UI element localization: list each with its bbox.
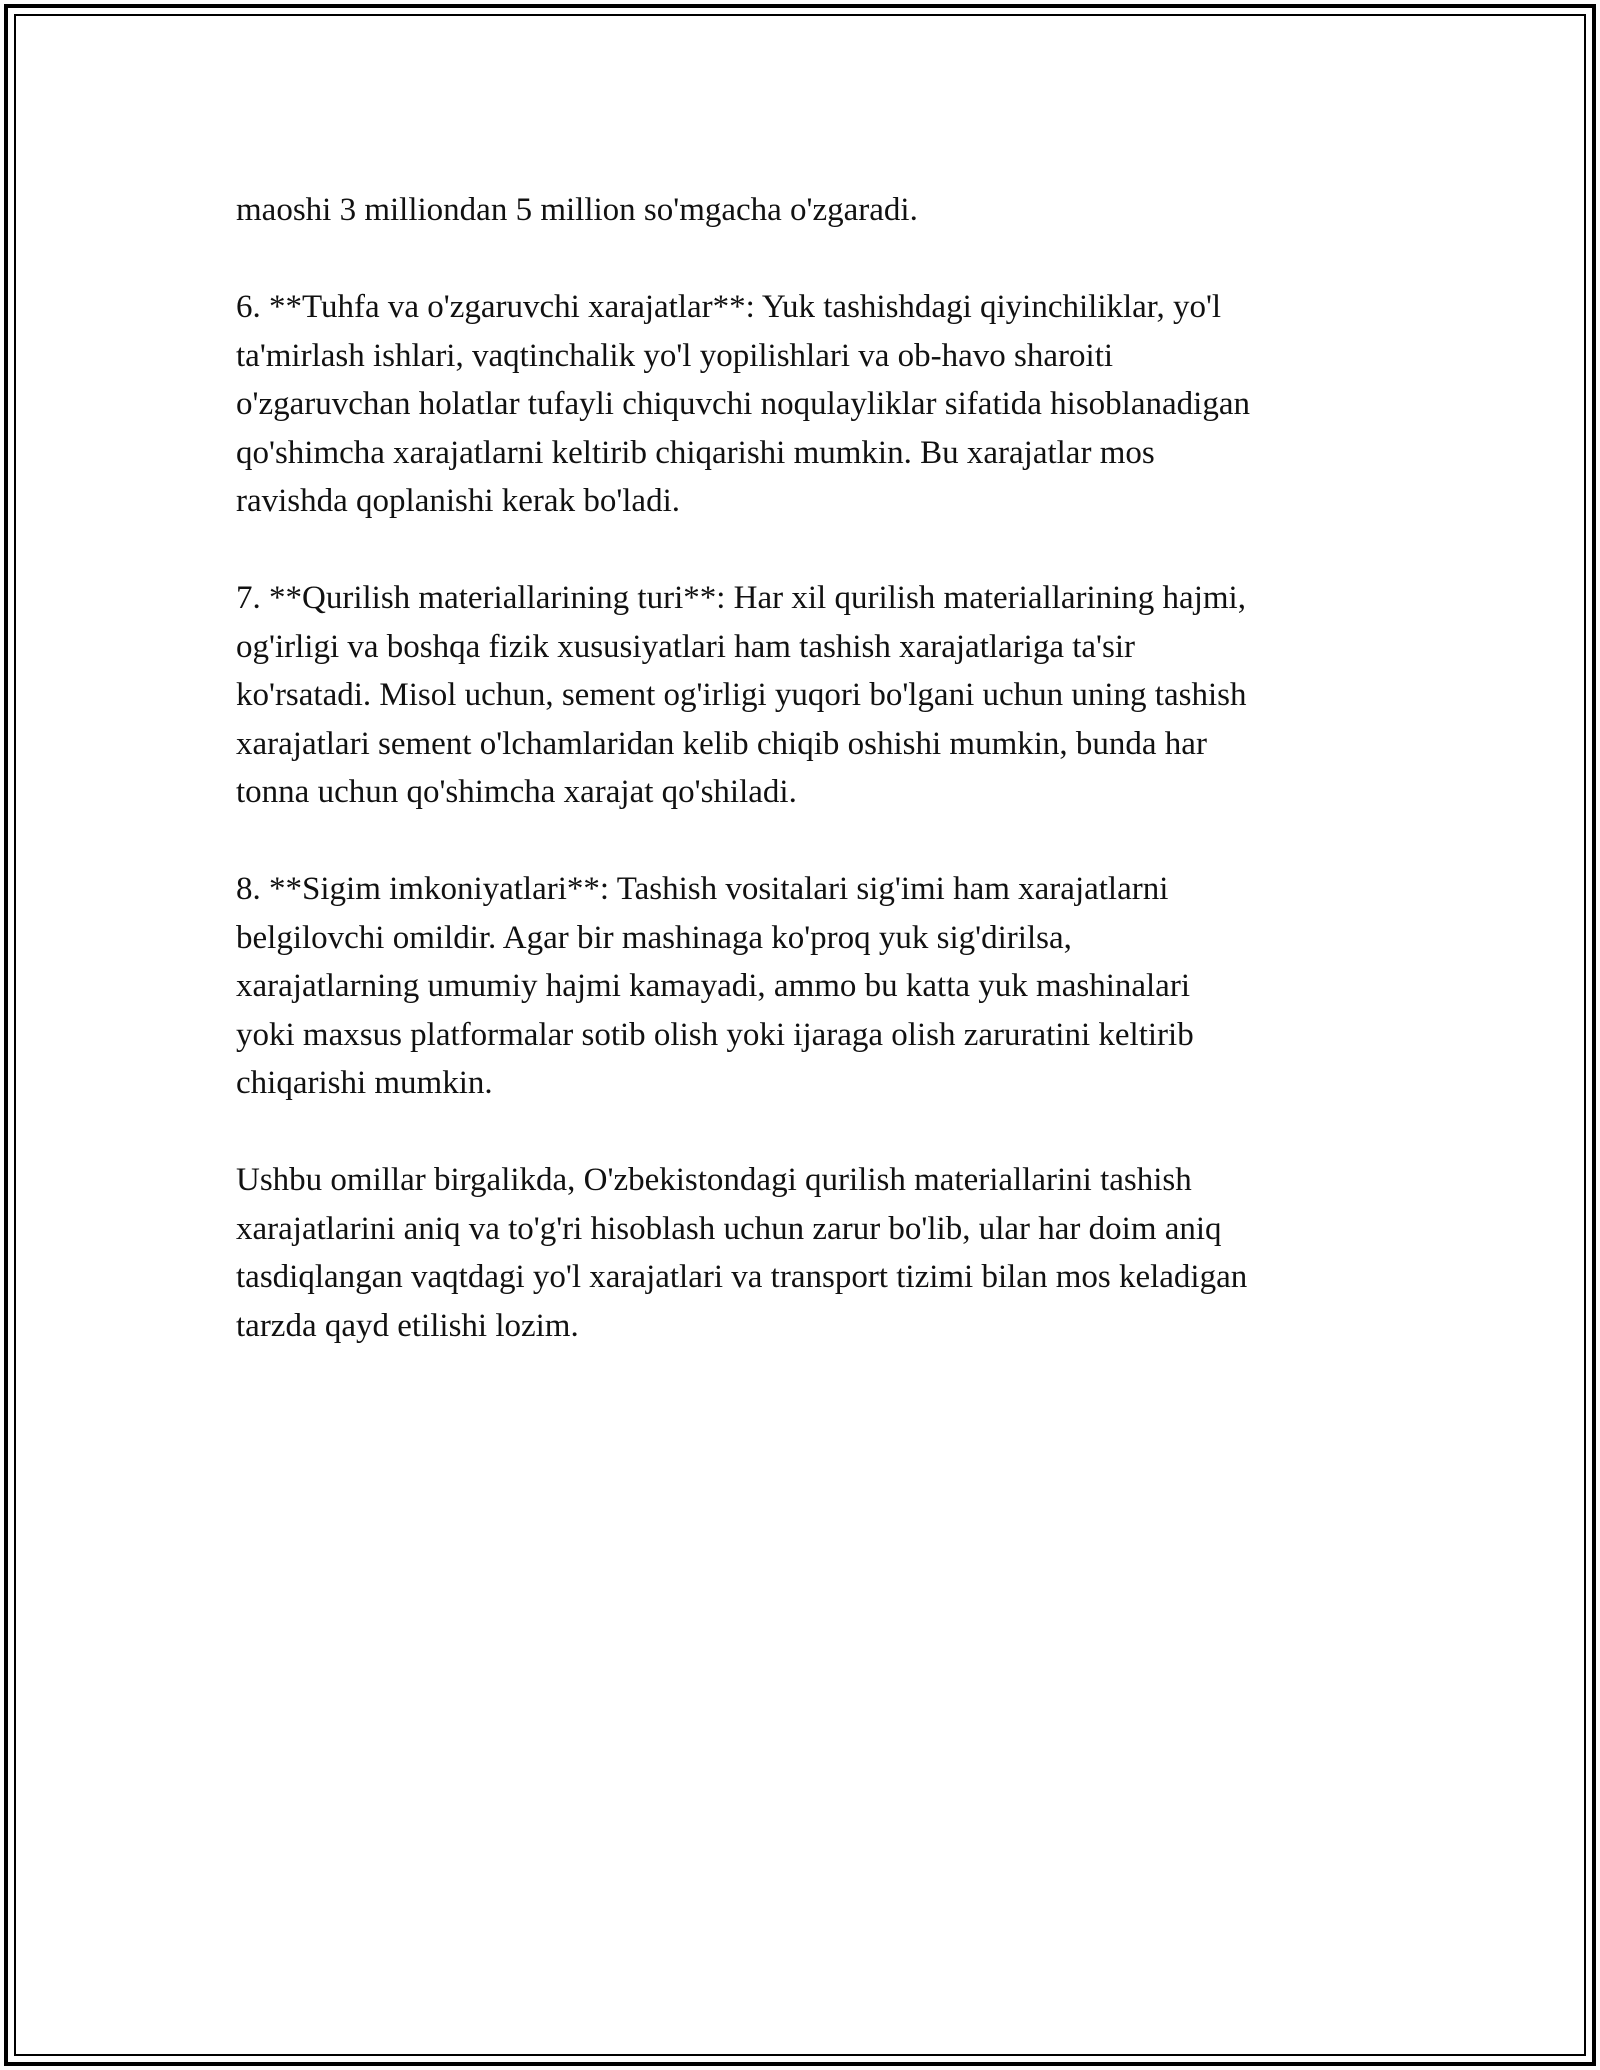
paragraph-conclusion: Ushbu omillar birgalikda, O'zbekistondagi qurilish materiallarini tashish xarajatlarini aniq va to'g'ri hisoblash uchun zarur bo'lib, ular har doim aniq tasdiqlangan vaqtdagi yo'l xarajatlari va transport tizimi bilan mos keladigan tarzda qayd etilishi lozim. (236, 1162, 1248, 1344)
paragraph-item-8: 8. **Sigim imkoniyatlari**: Tashish vositalari sig'imi ham xarajatlarni belgilovchi omildir. Agar bir mashinaga ko'proq yuk sig'dirilsa, xarajatlarning umumiy hajmi kamayadi, ammo bu katta yuk mashinalari yoki maxsus platformalar sotib olish yoki ijaraga olish zaruratini keltirib chiqarishi mumkin. (236, 871, 1194, 1101)
paragraph-item-6: 6. **Tuhfa va o'zgaruvchi xarajatlar**: Yuk tashishdagi qiyinchiliklar, yo'l ta'mirlash ishlari, vaqtinchalik yo'l yopilishlari va ob-havo sharoiti o'zgaruvchan holatlar tufayli chiquvchi noqulayliklar sifatida hisoblanadigan qo'shimcha xarajatlarni keltirib chiqarishi mumkin. Bu xarajatlar mos ravishda qoplanishi kerak bo'ladi. (236, 289, 1250, 519)
paragraph-item-7: 7. **Qurilish materiallarining turi**: Har xil qurilish materiallarining hajmi, og'irligi va boshqa fizik xususiyatlari ham tashish xarajatlariga ta'sir ko'rsatadi. Misol uchun, sement og'irligi yuqori bo'lgani uchun uning tashish xarajatlari sement o'lchamlaridan kelib chiqib oshishi mumkin, bunda har tonna uchun qo'shimcha xarajat qo'shiladi. (236, 580, 1247, 810)
document-body (236, 186, 1376, 1399)
paragraph-continuation: maoshi 3 milliondan 5 million so'mgacha o'zgaradi. (236, 192, 918, 228)
